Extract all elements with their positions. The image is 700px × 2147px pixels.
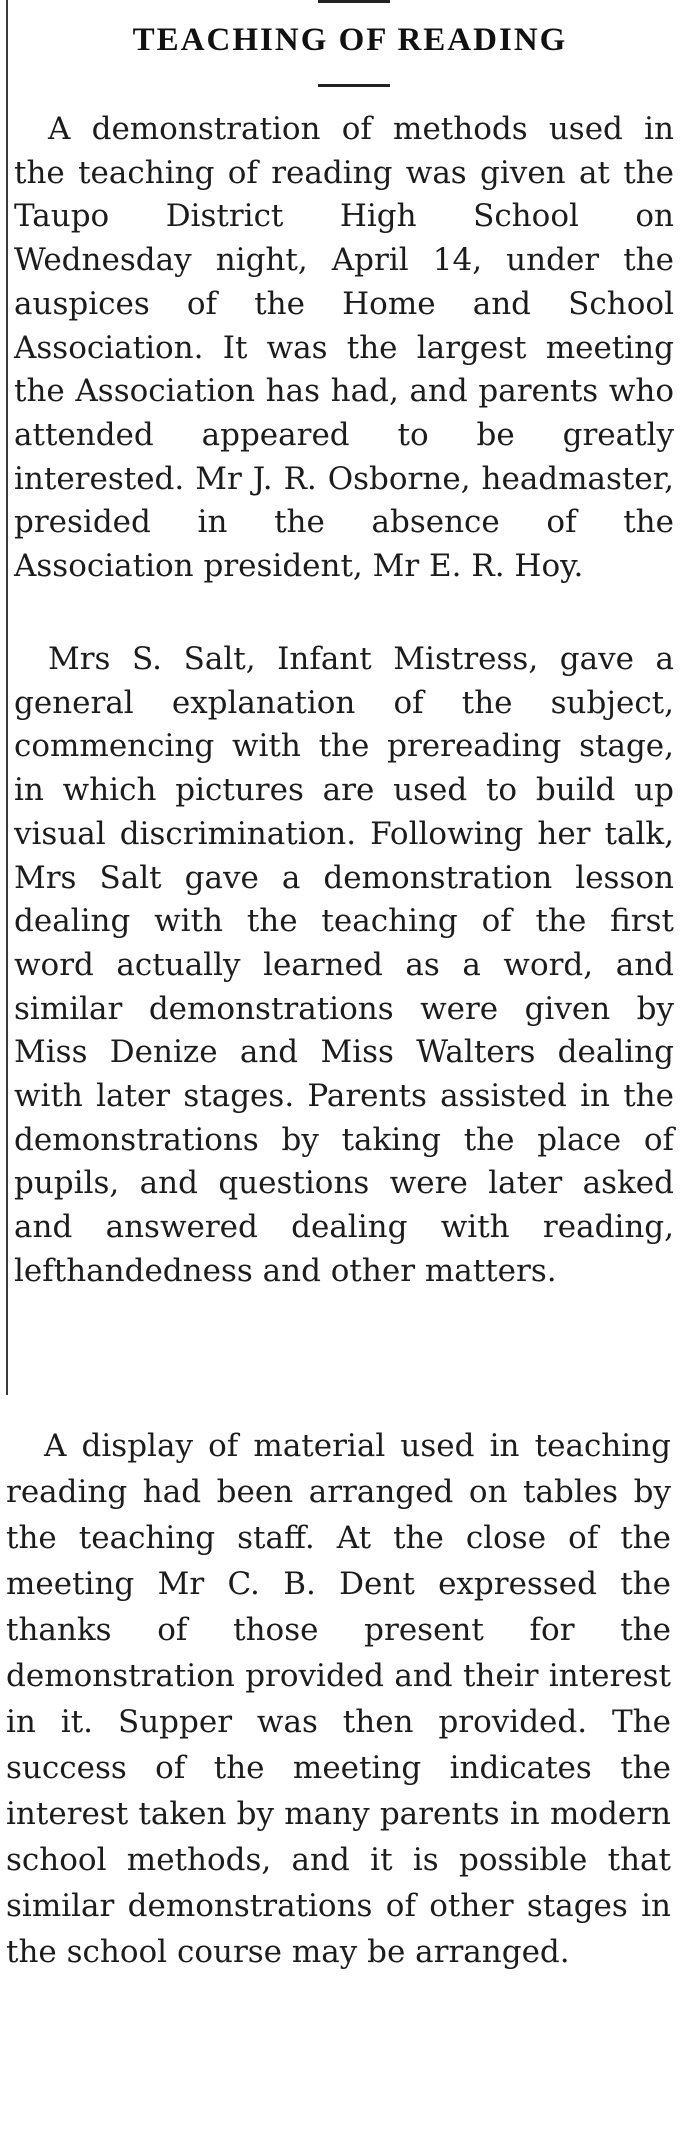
article-paragraph-3: A display of material used in teaching reading had been arranged on tables by the teaching staff. At the close of the meeting Mr C. B. Dent expressed the thanks of those present for the demonstration provided and their interest in it. Supper was then provided. The success of the meeting indicates the interest taken by many parents in modern school methods, and it is possible that similar demonstrations of other stages in the school course may be arranged.	[6, 1428, 671, 1970]
column-rule	[6, 0, 8, 1395]
top-rule	[318, 0, 390, 3]
article-headline: TEACHING OF READING	[132, 22, 568, 58]
headline-rule	[318, 84, 390, 87]
article-paragraph-1: A demonstration of methods used in the teaching of reading was given at the Taupo District High School on Wednesday night, April 14, under the auspices of the Home and School Association. It was the largest meeting the Association has had, and parents who attended appeared to be greatly interested. Mr J. R. Osborne, headmaster, presided in the absence of the Association president, Mr E. R. Hoy.	[14, 111, 674, 585]
article-paragraph-2: Mrs S. Salt, Infant Mistress, gave a general explanation of the subject, commencing with the prereading stage, in which pictures are used to build up visual discrimination. Following her talk, Mrs Salt gave a demonstration lesson dealing with the teaching of the first word actually learned as a word, and similar demonstrations were given by Miss Denize and Miss Walters dealing with later stages. Parents assisted in the demonstrations by taking the place of pupils, and questions were later asked and answered dealing with reading, lefthandedness and other matters.	[14, 641, 674, 1289]
